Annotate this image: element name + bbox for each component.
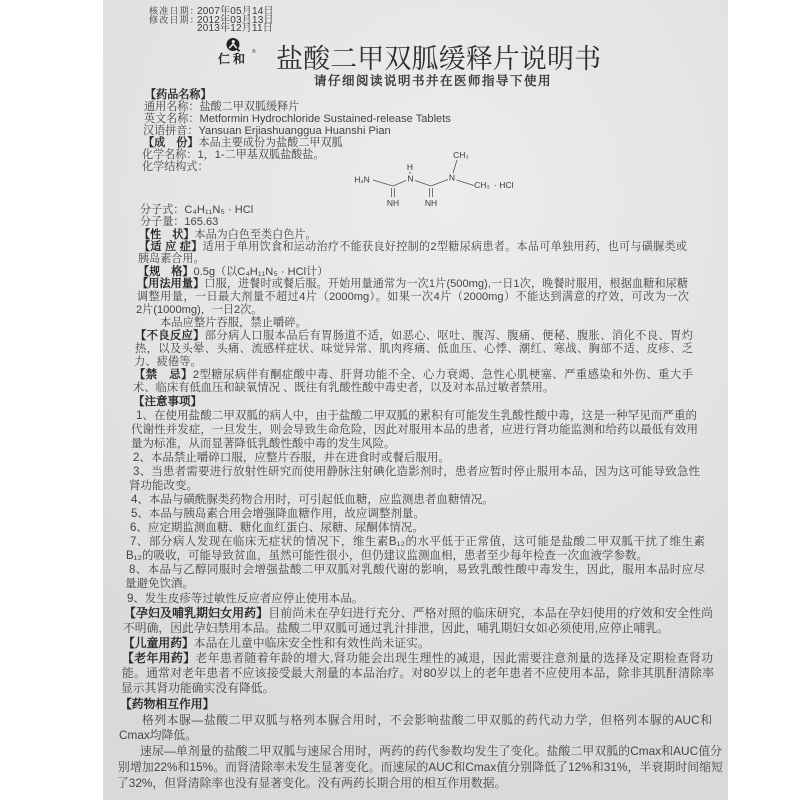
section-adverse-reactions [135, 329, 693, 343]
body-text: 目前尚未在孕妇进行充分、严格对照的临床研究，本品在孕妇使用的疗效和安全性尚 [268, 606, 713, 620]
section-dosage [137, 277, 688, 291]
english-name: 英文名称：Metformin Hydrochloride Sustained-release Tablets [144, 113, 451, 125]
structure-label: 化学结构式： [142, 161, 209, 173]
body-text: 本品在儿童中临床安全性和有效性尚未证实。 [193, 636, 430, 650]
interaction-furosemide: 速尿—单剂量的盐酸二甲双胍与速尿合用时，两药的药代参数均发生了变化。盐酸二甲双胍的Cmax和AUC值分 [140, 744, 722, 758]
section-heading: 【禁 忌】 [134, 369, 193, 381]
ch3-right-label: CH₃ [474, 180, 490, 190]
section-indications [139, 240, 687, 254]
brand-name: 仁和 [218, 52, 249, 66]
document-title: 盐酸二甲双胍缓释片说明书 [276, 44, 602, 74]
revision-date-value: 2012年03月13日 [197, 15, 274, 26]
section-heading: 【老年用药】 [122, 651, 196, 665]
ch3-top-label: CH₃ [453, 150, 469, 160]
contraindications-line: 术、临床有低血压和缺氧情况 、既往有乳酸性酸中毒史者，以及对本品过敏者禁用。 [133, 382, 555, 394]
dosage-line: 调整用量，一日最大剂量不超过4片（2000mg）。如果一次4片（2000mg）不能达到满意的疗效，可改为一次 [137, 291, 689, 303]
section-heading: 【儿童用药】 [123, 636, 194, 650]
h-label: H [406, 162, 414, 172]
body-text: 本品为白色至类白色片。 [194, 229, 317, 241]
precaution-item-2: 2、本品禁止嚼碎口服，应整片吞服，并在进食时或餐后服用。 [133, 452, 450, 464]
h2n-label: H₂N [354, 174, 370, 185]
precaution-item-3-line: 肾功能改变。 [129, 480, 198, 492]
body-text: 2型糖尿病伴有酮症酸中毒、肝肾功能不全、心力衰竭、急性心肌梗塞、严重感染和外伤、重大手 [192, 369, 693, 381]
chemical-name: 化学名称：1，1-二甲基双胍盐酸盐。 [142, 149, 325, 161]
revision-date-2 [197, 24, 273, 34]
section-pregnancy [124, 606, 713, 620]
indications-line: 胰岛素合用。 [138, 253, 205, 265]
precaution-item-1-line: 量为标准，从而显著降低乳酸性酸中毒的发生风险。 [131, 438, 396, 450]
hcl-label: · HCl [494, 180, 514, 190]
pinyin-name: 汉语拼音：Yansuan Erjiashuanggua Huanshi Pian [143, 125, 391, 137]
precaution-item-9: 9、发生皮疹等过敏性反应者应停止使用本品。 [127, 593, 364, 605]
interaction-glibenclamide-line: Cmax均降低。 [119, 728, 197, 742]
section-heading: 【注意事项】 [133, 396, 202, 408]
interaction-furosemide-line: 别增加22%和15%。而肾清除率未发生显著变化。而速尿的AUC和Cmax值分别降低了12%和31%，半衰期时间缩短 [118, 760, 723, 774]
section-precautions-heading [133, 395, 202, 409]
adverse-reactions-line: 热，以及头晕、头痛、流感样症状、味觉异常、肌肉疼痛、低血压、心悸、潮红、寒战、胸部不适、皮疹、乏 [135, 343, 693, 355]
molecular-weight: 分子量：165.63 [140, 216, 219, 228]
precaution-item-1-line: 代谢性并发症，一旦发生，则会导致生命危险，因此对服用本品的患者，应进行肾功能监测和给药以最低有效用 [131, 424, 698, 436]
section-heading: 【适 应 症】 [139, 241, 203, 253]
nh2-label: NH [424, 198, 438, 208]
n1-label: N [407, 173, 414, 184]
section-heading: 【用法用量】 [137, 278, 205, 290]
chemical-structure-diagram [340, 145, 540, 215]
pregnancy-line: 不明确，因此孕妇禁用本品。盐酸二甲双胍可通过乳汁排泄，因此，哺乳期妇女如必须使用,应停止哺乳。 [123, 621, 669, 635]
section-heading: 【药物相互作用】 [120, 697, 215, 711]
section-heading: 【规 格】 [138, 266, 194, 278]
section-pediatric [123, 636, 430, 650]
precaution-item-6: 6、应定期监测血糖、糖化血红蛋白、尿糖、尿酮体情况。 [130, 522, 424, 534]
revision-date-value-2: 2013年12月11日 [197, 23, 273, 34]
body-text: 适用于单用饮食和运动治疗不能获良好控制的2型糖尿病患者。本品可单独用药，也可与磺脲类或 [202, 241, 687, 253]
n2-label: N [448, 172, 456, 183]
approval-date-value: 2007年05月14日 [197, 6, 274, 17]
geriatric-line: 能。通常对老年患者不应该接受最大剂量的本品治疗。对80岁以上的老年患者不应使用本品，除非其肌酐清除率 [122, 666, 714, 680]
generic-name: 通用名称：盐酸二甲双胍缓释片 [144, 101, 300, 113]
renhe-logo-icon [225, 37, 241, 52]
dosage-line: 2片(1000mg)，一日2次。 [136, 304, 263, 316]
section-geriatric [122, 651, 713, 665]
dosage-note: 本品应整片吞服，禁止嚼碎。 [160, 317, 307, 329]
revision-date-label: 修改日期： [149, 15, 201, 25]
body-text: 老年患者随着年龄的增大,肾功能会出现生理性的减退，因此需要注意剂量的选择及定期检查肾功 [195, 651, 713, 665]
body-text: 口服，进餐时或餐后服。开始用量通常为一次1片(500mg),一日1次，晚餐时服用，根据血糖和尿糖 [204, 278, 688, 290]
precaution-item-4: 4、本品与磺酰脲类药物合用时，可引起低血糖，应监测患者血糖情况。 [131, 494, 494, 506]
section-heading: 【孕妇及哺乳期妇女用药】 [124, 606, 269, 620]
interaction-furosemide-line: 了32%，但肾清除率也没有显著变化。没有两药长期合用的相互作用数据。 [117, 776, 507, 790]
precaution-item-1: 1、在使用盐酸二甲双胍的病人中，由于盐酸二甲双胍的累积有可能发生乳酸性酸中毒，这是一种罕见而严重的 [136, 410, 697, 422]
precaution-item-7-line: B₁₂的吸收，可能导致贫血，虽然可能性很小，但仍建议监测血相，患者至少每年检查一次血液学参数。 [126, 550, 649, 562]
body-text: 部分病人口服本品后有胃肠道不适，如恶心、呕吐、腹泻、腹痛、便秘、腹胀、消化不良、胃灼 [204, 330, 693, 342]
registered-mark: ® [252, 49, 256, 55]
nh1-label: NH [386, 198, 400, 208]
section-heading: 【性 状】 [139, 229, 195, 241]
section-heading: 【成 份】 [143, 137, 199, 149]
section-interactions-heading [120, 697, 214, 711]
precaution-item-3: 3、当患者需要进行放射性研究而使用静脉注射碘化造影剂时，患者应暂时停止服用本品，因为这可能导致急性 [133, 466, 700, 478]
precaution-item-7: 7、部分病人发现在临床无症状的情况下，维生素B₁₂的水平低于正常值，这可能是盐酸二甲双胍干扰了维生素 [130, 536, 705, 548]
adverse-reactions-line: 力、疲倦等。 [134, 356, 202, 368]
section-contraindications [134, 368, 693, 382]
precaution-item-5: 5、本品与胰岛素合用会增强降血糖作用，故应调整剂量。 [131, 508, 425, 520]
molecular-formula: 分子式：C₄H₁₁N₅ · HCl [140, 204, 254, 216]
interaction-glibenclamide: 格列本脲—盐酸二甲双胍与格列本脲合用时，不会影响盐酸二甲双胍的药代动力学，但格列本脲的AUC和 [142, 713, 712, 727]
approval-date-label: 核准日期： [149, 6, 201, 16]
geriatric-line: 显示其肾功能确实没有降低。 [121, 681, 275, 695]
precaution-item-8-line: 量避免饮酒。 [125, 578, 194, 590]
precaution-item-8: 8、本品与乙醇同服时会增强盐酸二甲双胍对乳酸代谢的影响，易致乳酸性酸中毒发生，因此，服用本品时应尽 [129, 564, 705, 576]
body-text: 0.5g（以C₄H₁₁N₅ · HCl计） [193, 266, 329, 278]
section-heading: 【药品名称】 [145, 89, 212, 101]
body-text: 本品主要成份为盐酸二甲双胍 [198, 137, 343, 149]
document-subtitle: 请仔细阅读说明书并在医师指导下使用 [314, 74, 553, 88]
section-heading: 【不良反应】 [135, 330, 205, 342]
